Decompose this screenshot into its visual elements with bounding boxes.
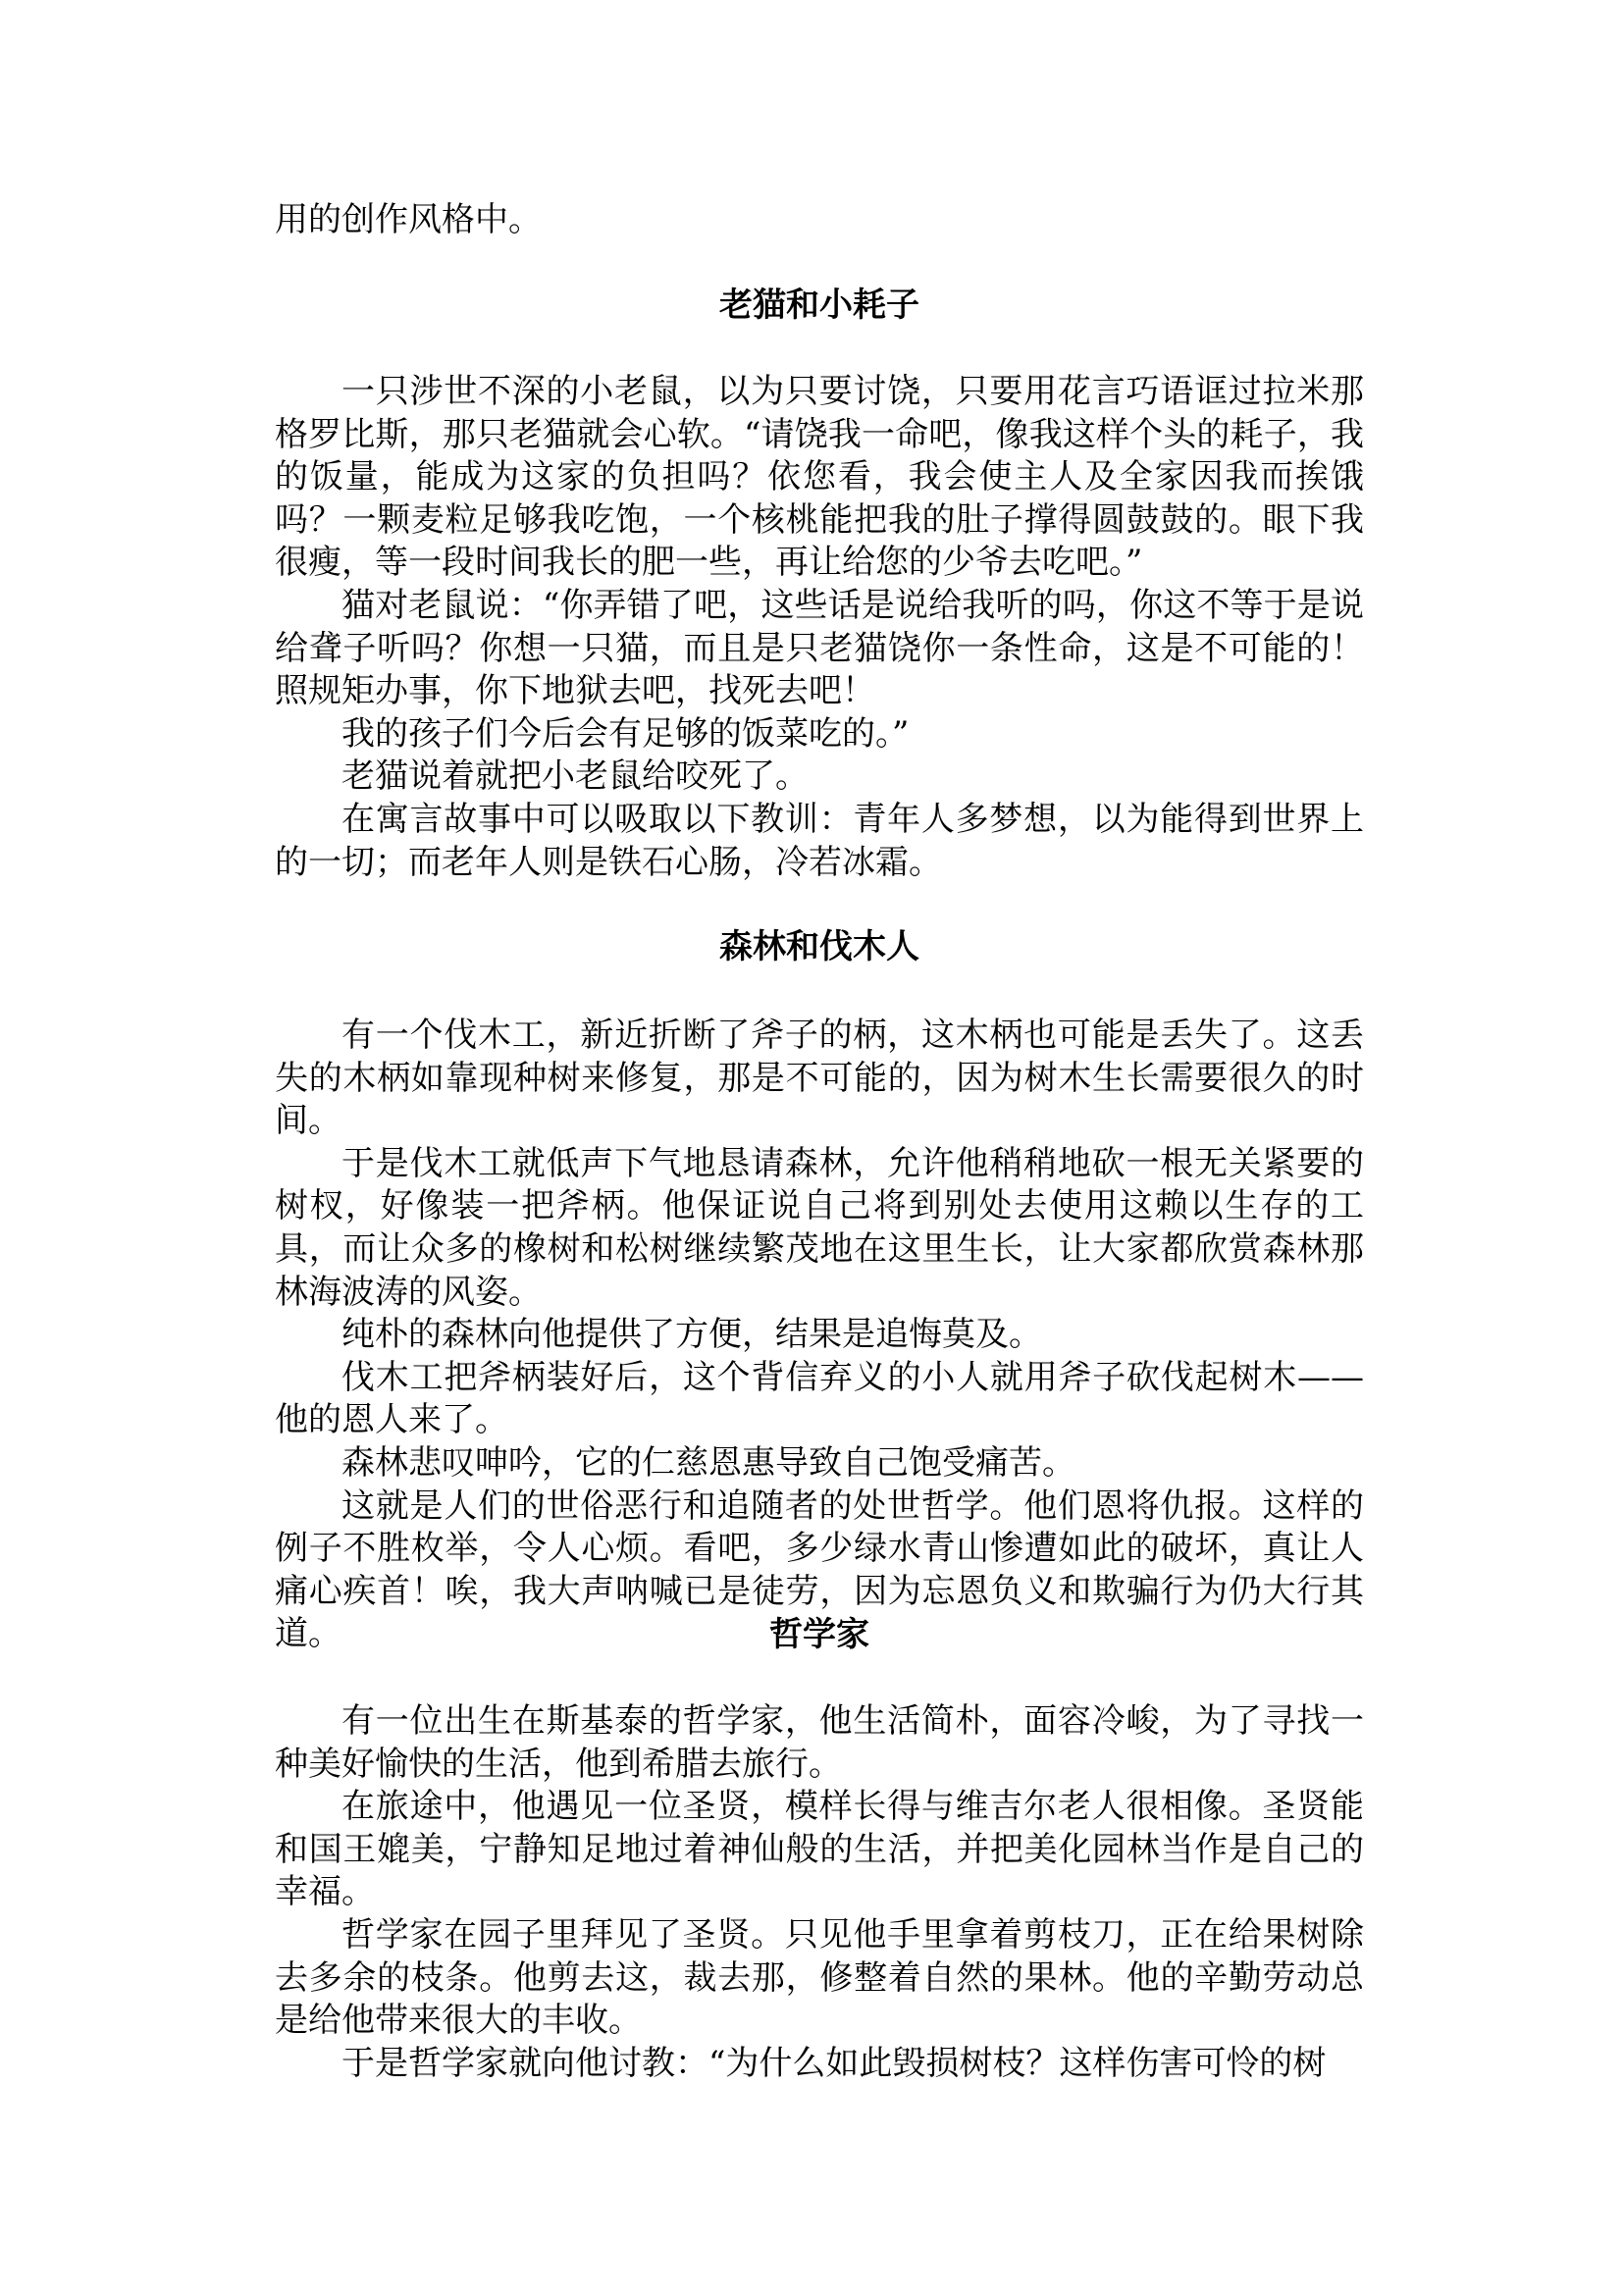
paragraph: 猫对老鼠说：“你弄错了吧，这些话是说给我听的吗，你这不等于是说给聋子听吗？你想一只猫，而且是只老猫饶你一条性命，这是不可能的！照规矩办事，你下地狱去吧，找死去吧！ bbox=[275, 585, 1364, 711]
paragraph: 于是哲学家就向他讨教：“为什么如此毁损树枝？这样伤害可怜的树 bbox=[341, 2043, 1327, 2083]
paragraph: 哲学家在园子里拜见了圣贤。只见他手里拿着剪枝刀，正在给果树除去多余的枝条。他剪去这，裁去那，修整着自然的果林。他的辛勤劳动总是给他带来很大的丰收。 bbox=[275, 1914, 1364, 2041]
paragraph: 老猫说着就把小老鼠给咬死了。 bbox=[341, 756, 809, 797]
section-body bbox=[275, 1015, 1364, 1656]
lead-text bbox=[275, 199, 1364, 242]
section-title: 森林和伐木人 bbox=[719, 927, 919, 966]
paragraph: 有一位出生在斯基泰的哲学家，他生活简朴，面容冷峻，为了寻找一种美好愉快的生活，他到希腊去旅行。 bbox=[275, 1701, 1364, 1784]
section-body bbox=[275, 371, 1364, 884]
paragraph: 有一个伐木工，新近折断了斧子的柄，这木柄也可能是丢失了。这丢失的木柄如靠现种树来修复，那是不可能的，因为树木生长需要很久的时间。 bbox=[275, 1016, 1364, 1141]
paragraph: 在旅途中，他遇见一位圣贤，模样长得与维吉尔老人很相像。圣贤能和国王媲美，宁静知足地过着神仙般的生活，并把美化园林当作是自己的幸福。 bbox=[275, 1787, 1364, 1912]
section-title: 老猫和小耗子 bbox=[719, 286, 919, 325]
paragraph: 这就是人们的世俗恶行和追随者的处世哲学。他们恩将仇报。这样的例子不胜枚举，令人心烦。看吧，多少绿水青山惨遭如此的破坏，真让人痛心疾首！唉，我大声呐喊已是徒劳，因为忘恩负义和欺骗行为仍大行其道。 bbox=[275, 1486, 1364, 1654]
paragraph: 森林悲叹呻吟，它的仁慈恩惠导致自己饱受痛苦。 bbox=[341, 1442, 1075, 1483]
paragraph: 纯朴的森林向他提供了方便，结果是追悔莫及。 bbox=[341, 1315, 1042, 1355]
section-body bbox=[275, 1700, 1364, 2085]
paragraph: 于是伐木工就低声下气地恳请森林，允许他稍稍地砍一根无关紧要的树杈，好像装一把斧柄。他保证说自己将到别处去使用这赖以生存的工具，而让众多的橡树和松树继续繁茂地在这里生长，让大家都欣赏森林那林海波涛的风姿。 bbox=[275, 1143, 1364, 1312]
paragraph: 伐木工把斧柄装好后，这个背信弃义的小人就用斧子砍伐起树木——他的恩人来了。 bbox=[275, 1357, 1364, 1440]
section-title: 哲学家 bbox=[769, 1615, 869, 1654]
paragraph: 用的创作风格中。 bbox=[275, 200, 542, 239]
paragraph: 我的孩子们今后会有足够的饭菜吃的。” bbox=[341, 713, 910, 754]
paragraph: 在寓言故事中可以吸取以下教训：青年人多梦想，以为能得到世界上的一切；而老年人则是铁石心肠，冷若冰霜。 bbox=[275, 799, 1364, 882]
paragraph: 一只涉世不深的小老鼠，以为只要讨饶，只要用花言巧语诓过拉米那格罗比斯，那只老猫就会心软。“请饶我一命吧，像我这样个头的耗子，我的饭量，能成为这家的负担吗？依您看，我会使主人及全家因我而挨饿吗？一颗麦粒足够我吃饱，一个核桃能把我的肚子撑得圆鼓鼓的。眼下我很瘦，等一段时间我长的肥一些，再让给您的少爷去吃吧。” bbox=[275, 372, 1364, 583]
